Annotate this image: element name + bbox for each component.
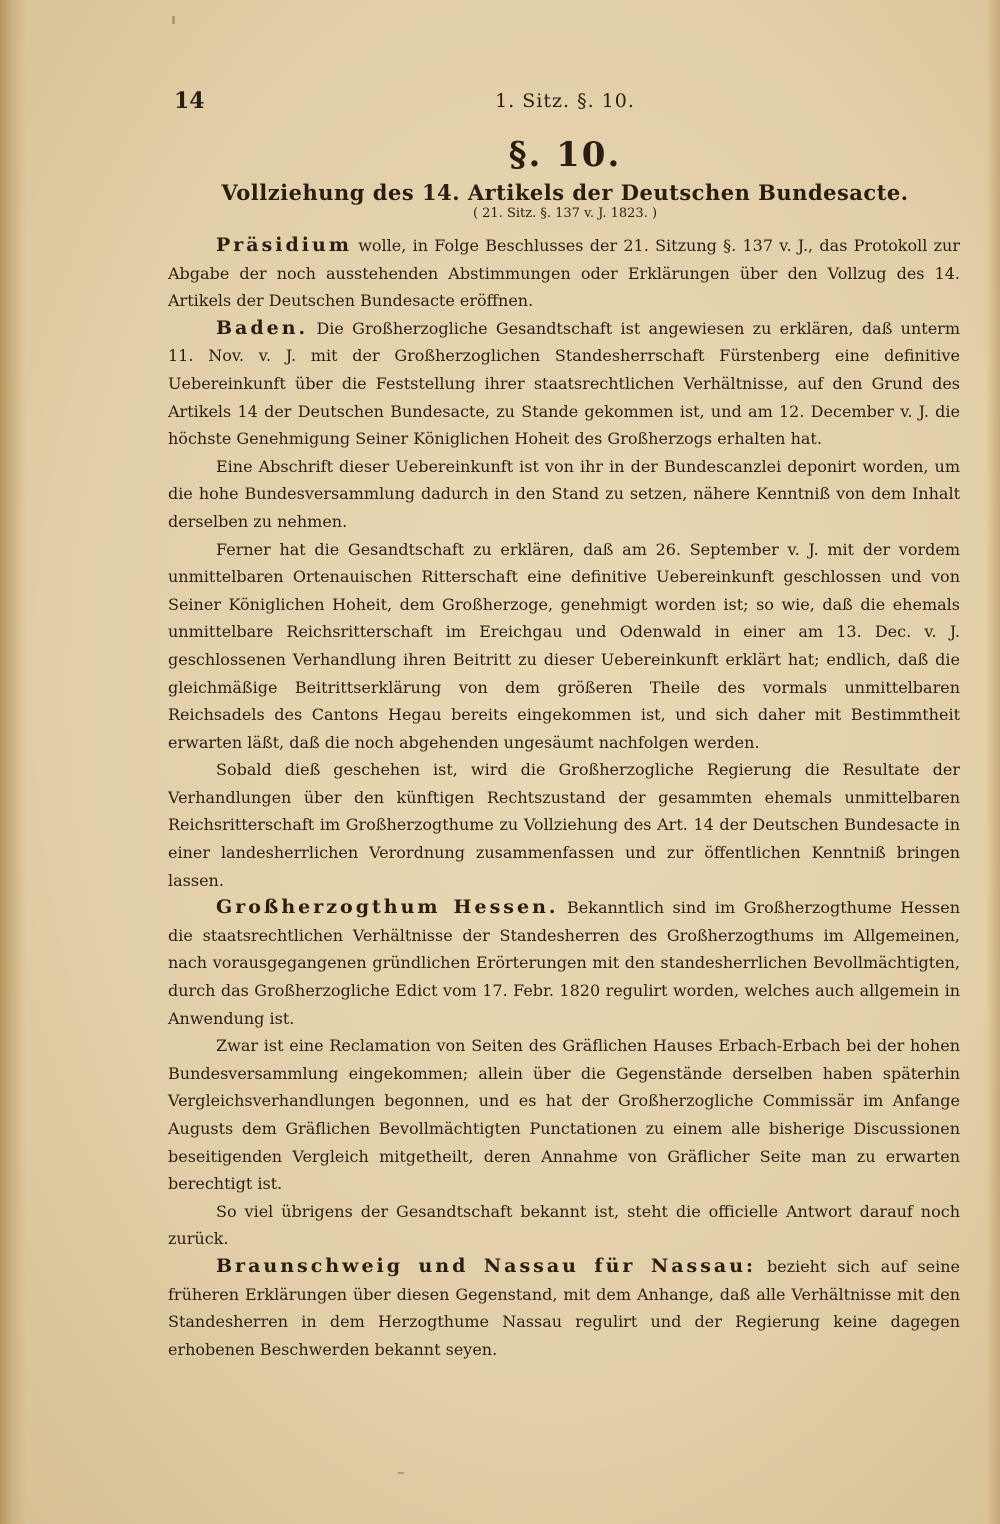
paragraph-text: Ferner hat die Gesandtschaft zu erklären, daß am 26. September v. J. mit der vordem unmittelbaren Ortenauischen Ritterschaft eine definitive Uebereinkunft geschlossen und von Seiner Königlichen Hoheit, dem Großherzoge, genehmigt worden ist; so wie, daß die ehemals unmittelbare Reichsritterschaft im Ereichgau und Odenwald in einer am 13. Dec. v. J. geschlossenen Verhandlung ihren Beitritt zu dieser Uebereinkunft erklärt hat; endlich, daß die gleichmäßige Beitrittserklärung von dem größeren Theile des vormals unmittelbaren Reichsadels des Cantons Hegau bereits eingekommen ist, und sich daher mit Bestimmtheit erwarten läßt, daß die noch abgehenden ungesäumt nachfolgen werden. (168, 539, 960, 752)
paragraph-text: Sobald dieß geschehen ist, wird die Großherzogliche Regierung die Resultate der Verhandlungen über den künftigen Rechtszustand der gesammten ehemals unmittelbaren Reichsritterschaft im Großherzogthume zu Vollziehung des Art. 14 der Deutschen Bundesacte in einer landesherrlichen Verordnung zusammenfassen und zur öffentlichen Kenntniß bringen lassen. (168, 760, 960, 890)
paragraph-baden-abschrift (168, 453, 960, 536)
paragraph-text: Eine Abschrift dieser Uebereinkunft ist von ihr in der Bundescanzlei deponirt worden, um die hohe Bundesversammlung dadurch in den Stand zu setzen, nähere Kenntniß von dem Inhalt derselben zu nehmen. (168, 456, 960, 531)
paragraph-lead: Großherzogthum Hessen. (216, 896, 559, 919)
page-outer-edge (986, 0, 1000, 1524)
paragraph-text: So viel übrigens der Gesandtschaft bekannt ist, steht die officielle Antwort darauf noch zurück. (168, 1201, 960, 1249)
paragraph-text: Die Großherzogliche Gesandtschaft ist angewiesen zu erklären, daß unterm 11. Nov. v. J. mit der Großherzoglichen Standesherrschaft Fürstenberg eine definitive Uebereinkunft über die Feststellung ihrer staatsrechtlichen Verhältnisse, auf den Grund des Artikels 14 der Deutschen Bundesacte, zu Stande gekommen ist, und am 12. December v. J. die höchste Genehmigung Seiner Königlichen Hoheit des Großherzogs erhalten hat. (168, 318, 960, 449)
section-title: Vollziehung des 14. Artikels der Deutschen Bundesacte. (221, 180, 909, 205)
section-reference: ( 21. Sitz. §. 137 v. J. 1823. ) (472, 206, 658, 221)
paragraph-hessen-reclamation (168, 1032, 960, 1198)
page-number: 14 (174, 88, 205, 114)
paragraph-baden-sobald (168, 756, 960, 894)
paragraph-braunschweig-nassau (168, 1253, 960, 1363)
paragraph-hessen (168, 894, 960, 1032)
page-header (170, 88, 960, 118)
paragraph-praesidium (168, 232, 960, 315)
paper-fleck (398, 1472, 404, 1474)
paragraph-baden-ferner (168, 536, 960, 757)
paragraph-lead: Braunschweig und Nassau für Nassau: (216, 1254, 757, 1277)
paragraph-text: bezieht sich auf seine früheren Erklärungen über diesen Gegenstand, mit dem Anhange, daß alle Verhältnisse mit den Standesherren in dem Herzogthume Nassau regulirt und der Regierung keine dagegen erhobenen Beschwerden bekannt seyen. (168, 1256, 961, 1359)
paper-fleck (172, 16, 175, 24)
paragraph-text: Zwar ist eine Reclamation von Seiten des Gräflichen Hauses Erbach-Erbach bei der hohen Bundesversammlung eingekommen; allein über die Gegenstände derselben haben späterhin Vergleichsverhandlungen begonnen, und es hat der Großherzogliche Commissär im Anfange Augusts dem Gräflichen Bevollmächtigten Punctationen zu einem alle bisherige Discussionen beseitigenden Vergleich mitgetheilt, deren Annahme von Gräflicher Seite man zu erwarten berechtigt ist. (168, 1036, 960, 1194)
paragraph-text: wolle, in Folge Beschlusses der 21. Sitzung §. 137 v. J., das Protokoll zur Abgabe der noch ausstehenden Abstimmungen oder Erklärungen über den Vollzug des 14. Artikels der Deutschen Bundesacte eröffnen. (168, 236, 960, 311)
page-binding-edge (0, 0, 26, 1524)
paragraph-text: Bekanntlich sind im Großherzogthume Hessen die staatsrechtlichen Verhältnisse der Standesherren des Großherzogthums im Allgemeinen, nach vorausgegangenen gründlichen Erörterungen mit den standesherrlichen Bevollmächtigten, durch das Großherzogliche Edict vom 17. Febr. 1820 regulirt worden, welches auch allgemein in Anwendung ist. (168, 898, 960, 1028)
paragraph-hessen-antwort (168, 1198, 960, 1253)
section-number: §. 10. (508, 135, 622, 175)
paragraph-baden (168, 315, 960, 453)
body-text (168, 232, 960, 1363)
running-head: 1. Sitz. §. 10. (495, 90, 635, 112)
paragraph-lead: Baden. (216, 316, 309, 339)
paragraph-lead: Präsidium (216, 234, 352, 256)
